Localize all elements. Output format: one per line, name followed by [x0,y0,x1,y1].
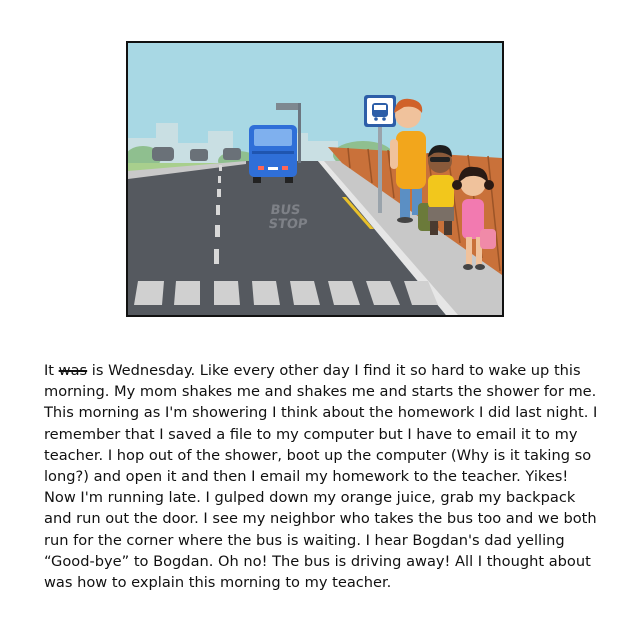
story-opening-word: It [44,362,55,379]
road-marking-stop: STOP [267,217,309,232]
comic-panel [126,41,504,317]
bus-stop-illustration [128,43,502,315]
road-marking-bus: BUS [269,203,302,218]
distant-cars [152,147,241,161]
struck-through-word: was [58,362,88,379]
story-body: is Wednesday. Like every other day I find it so hard to wake up this morning. My mom shakes me and shakes me and starts the shower for me. This morning as I'm showering I think about the homework I did last night. I remember that I saved a file to my computer but I have to email it to my teacher. I hop out of the shower, boot up the computer (Why is it taking so long?) and open it and then I email my homework to the teacher. Yikes! Now I'm running late. I gulped down my orange juice, grab my backpack and run out the door. I see my neighbor who takes the bus too and we both run for the corner where the bus is waiting. I hear Bogdan's dad yelling “Good-bye” to Bogdan. Oh no! The bus is driving away! All I thought about was how to explain this morning to my teacher. [44,362,598,592]
story-text [44,360,604,593]
bus [249,125,297,183]
